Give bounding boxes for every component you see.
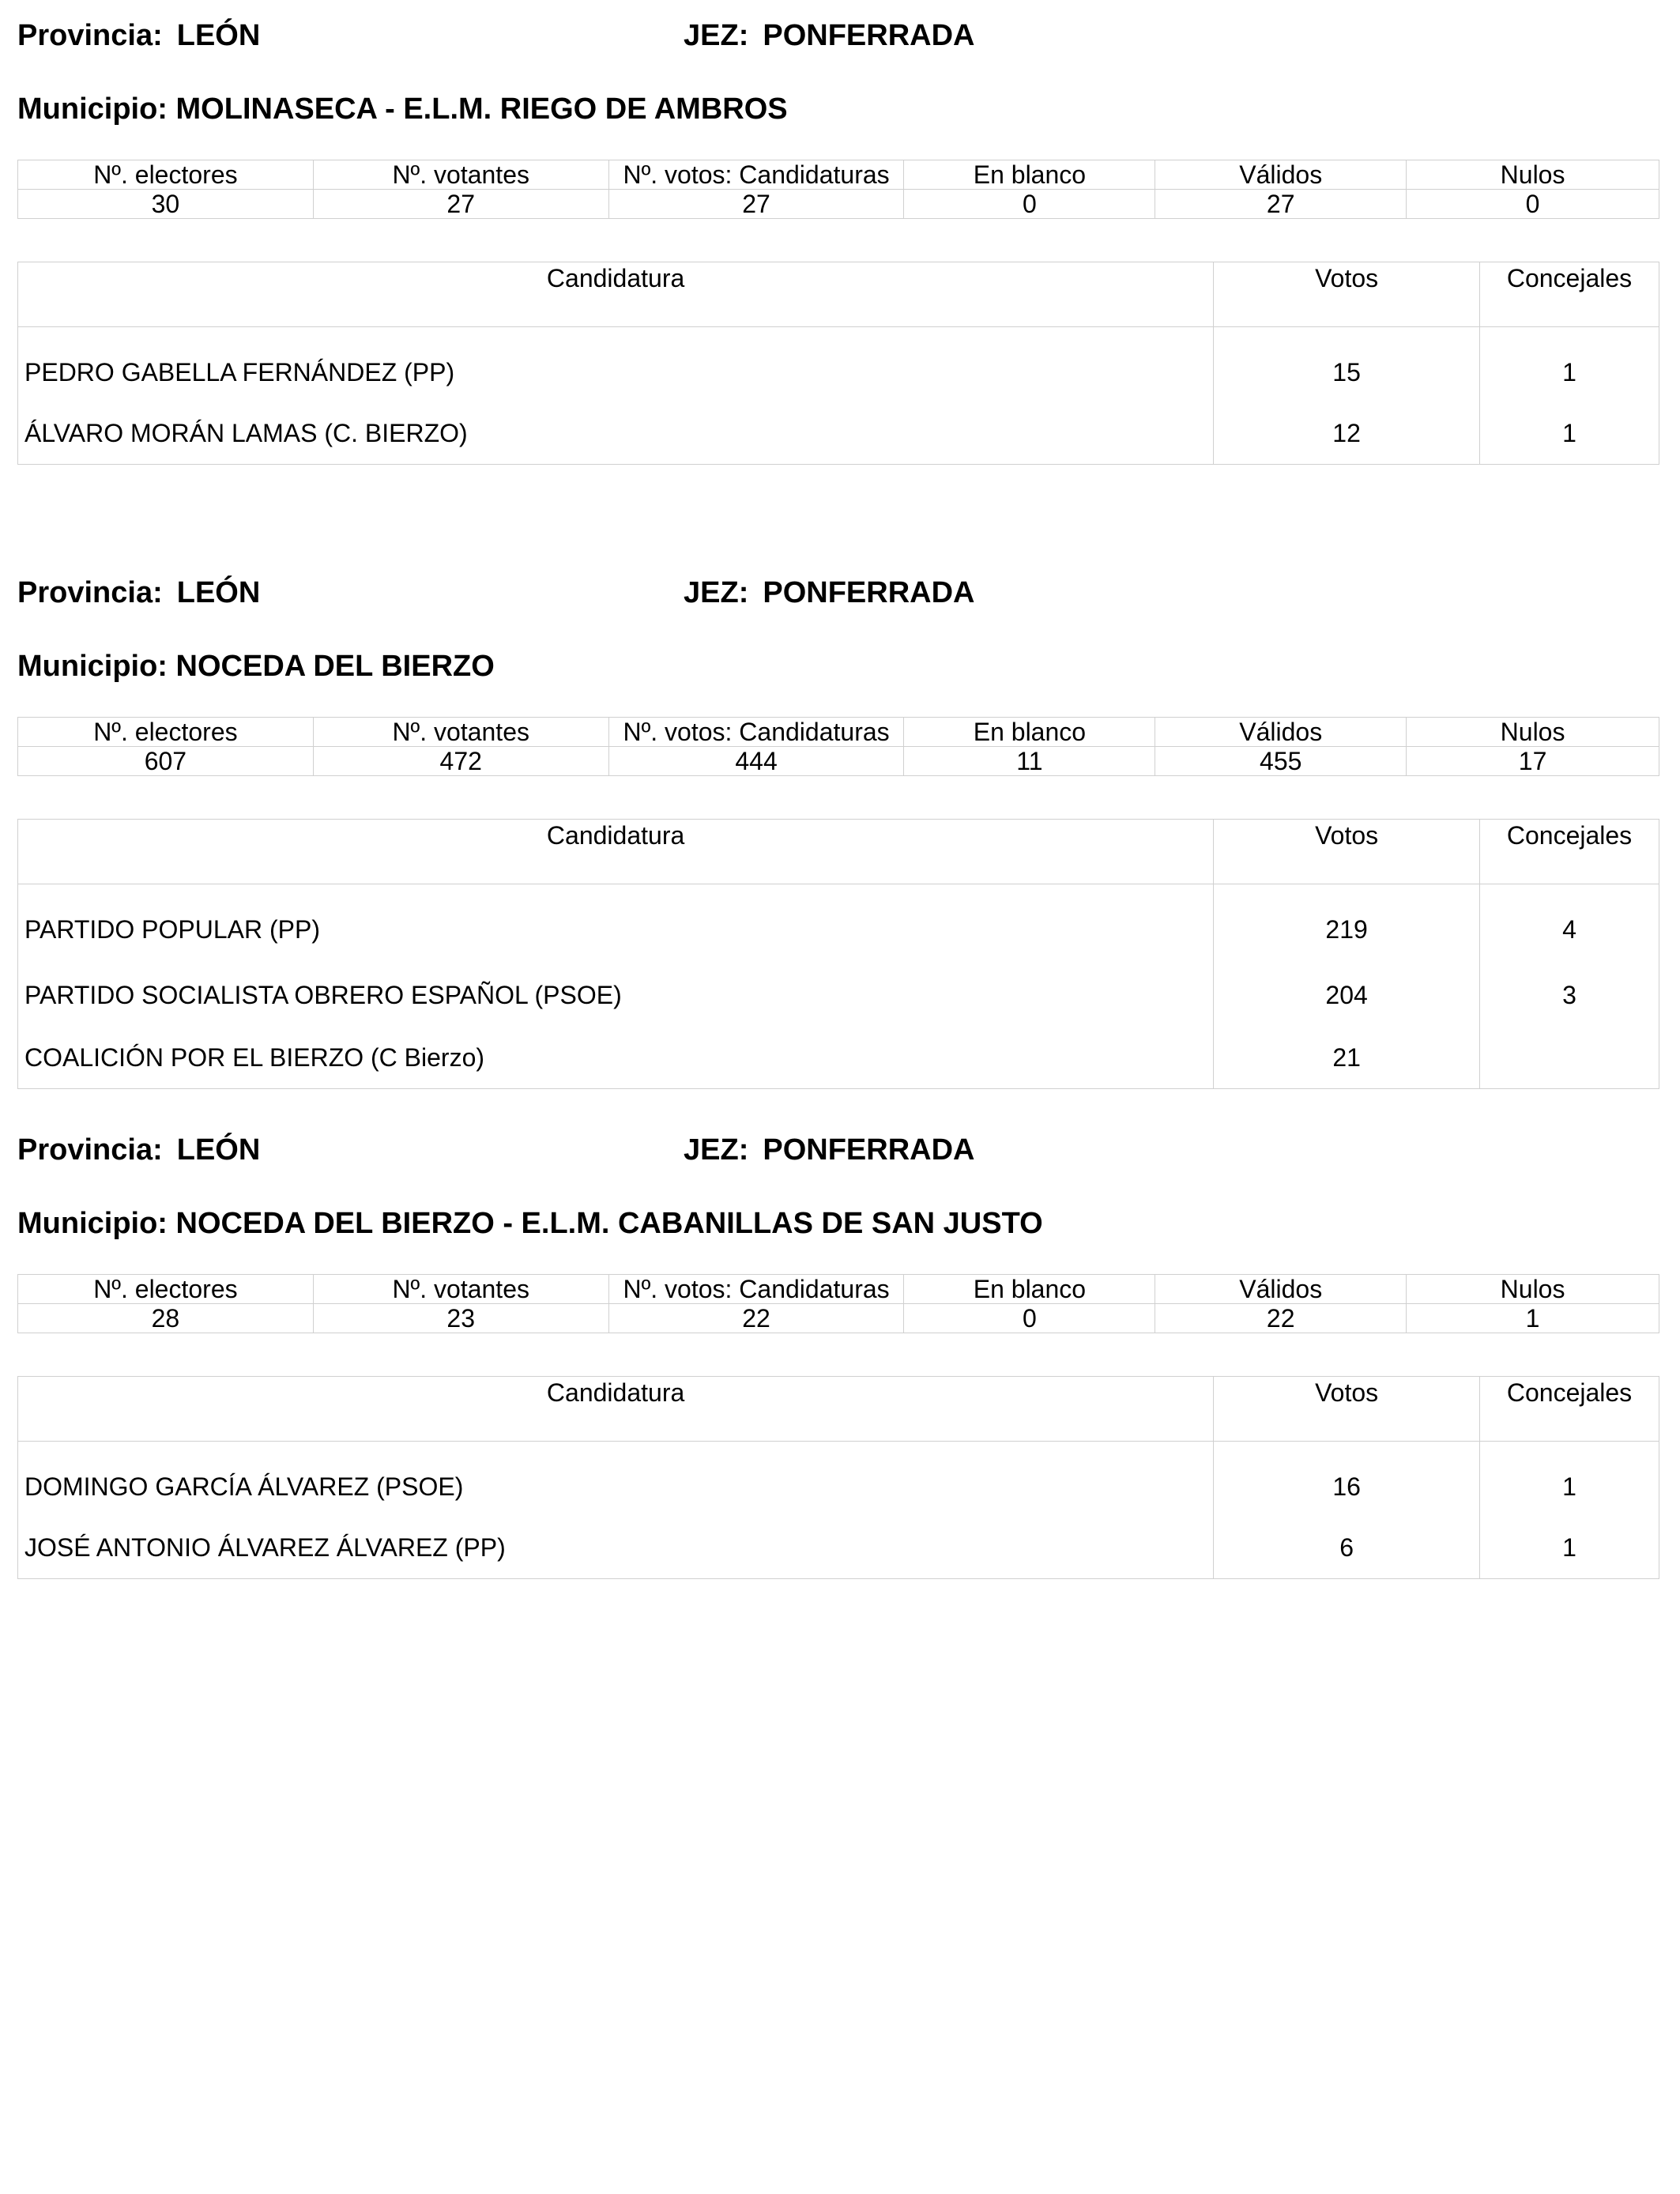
votos-value: 15	[1214, 327, 1480, 405]
stat-value: 1	[1407, 1304, 1659, 1333]
candidaturas-header-row	[18, 1377, 1659, 1442]
stat-value: 17	[1407, 747, 1659, 776]
provincia-value: LEÓN	[176, 1133, 261, 1167]
candidatura-name: PARTIDO SOCIALISTA OBRERO ESPAÑOL (PSOE)	[18, 962, 1214, 1029]
concejales-value: 3	[1480, 962, 1659, 1029]
provincia-heading: Provincia: LEÓN	[17, 576, 261, 609]
stat-value: 444	[608, 747, 904, 776]
table-row	[18, 884, 1659, 962]
stat-value: 22	[1155, 1304, 1407, 1333]
votos-header: Votos	[1214, 262, 1480, 327]
stats-header-row	[18, 160, 1659, 190]
stat-value: 22	[608, 1304, 904, 1333]
candidaturas-header-row	[18, 820, 1659, 884]
candidatura-name: COALICIÓN POR EL BIERZO (C Bierzo)	[18, 1029, 1214, 1089]
stat-value: 27	[1155, 190, 1407, 219]
candidatura-name: PEDRO GABELLA FERNÁNDEZ (PP)	[18, 327, 1214, 405]
candidaturas-table	[17, 1376, 1659, 1579]
stat-value: 607	[18, 747, 314, 776]
concejales-header: Concejales	[1480, 262, 1659, 327]
votos-header: Votos	[1214, 820, 1480, 884]
candidatura-name: DOMINGO GARCÍA ÁLVAREZ (PSOE)	[18, 1442, 1214, 1519]
stat-value: 30	[18, 190, 314, 219]
stat-header: Nº. electores	[18, 1275, 314, 1304]
jez-heading: JEZ: PONFERRADA	[684, 1133, 975, 1167]
candidatura-name: JOSÉ ANTONIO ÁLVAREZ ÁLVAREZ (PP)	[18, 1519, 1214, 1579]
table-row	[18, 327, 1659, 405]
stat-value: 11	[904, 747, 1155, 776]
stats-header-row	[18, 718, 1659, 747]
concejales-value: 1	[1480, 1519, 1659, 1579]
stat-header: Válidos	[1155, 1275, 1407, 1304]
jez-value: PONFERRADA	[763, 1133, 975, 1167]
stat-header: En blanco	[904, 160, 1155, 190]
candidatura-header: Candidatura	[18, 262, 1214, 327]
stat-header: Nº. votos: Candidaturas	[608, 1275, 904, 1304]
candidatura-header: Candidatura	[18, 820, 1214, 884]
votos-value: 12	[1214, 405, 1480, 465]
votos-header: Votos	[1214, 1377, 1480, 1442]
concejales-header: Concejales	[1480, 820, 1659, 884]
jez-heading: JEZ: PONFERRADA	[684, 576, 975, 609]
municipio-value: MOLINASECA - E.L.M. RIEGO DE AMBROS	[175, 92, 788, 126]
jez-heading: JEZ: PONFERRADA	[684, 19, 975, 52]
votos-value: 219	[1214, 884, 1480, 962]
municipio-value: NOCEDA DEL BIERZO - E.L.M. CABANILLAS DE SAN JUSTO	[175, 1207, 1043, 1240]
stat-value: 0	[904, 190, 1155, 219]
concejales-value: 1	[1480, 1442, 1659, 1519]
candidaturas-table	[17, 819, 1659, 1089]
stat-header: Nº. votos: Candidaturas	[608, 718, 904, 747]
stat-value: 0	[904, 1304, 1155, 1333]
jez-value: PONFERRADA	[763, 576, 975, 609]
stat-value: 28	[18, 1304, 314, 1333]
stat-header: Nulos	[1407, 160, 1659, 190]
stats-value-row	[18, 747, 1659, 776]
stats-value-row	[18, 1304, 1659, 1333]
stat-header: Válidos	[1155, 718, 1407, 747]
votos-value: 21	[1214, 1029, 1480, 1089]
candidatura-name: PARTIDO POPULAR (PP)	[18, 884, 1214, 962]
candidatura-name: ÁLVARO MORÁN LAMAS (C. BIERZO)	[18, 405, 1214, 465]
stat-value: 23	[313, 1304, 608, 1333]
votos-value: 16	[1214, 1442, 1480, 1519]
candidaturas-table	[17, 262, 1659, 465]
stat-header: Nulos	[1407, 1275, 1659, 1304]
jez-value: PONFERRADA	[763, 19, 975, 52]
table-row	[18, 405, 1659, 465]
candidaturas-header-row	[18, 262, 1659, 327]
table-row	[18, 962, 1659, 1029]
municipio-value: NOCEDA DEL BIERZO	[175, 650, 495, 683]
stats-table	[17, 717, 1659, 776]
stat-header: Nº. votantes	[313, 1275, 608, 1304]
table-row	[18, 1442, 1659, 1519]
stat-header: Nº. electores	[18, 718, 314, 747]
stats-value-row	[18, 190, 1659, 219]
municipio-heading: Municipio: MOLINASECA - E.L.M. RIEGO DE AMBROS	[17, 92, 788, 126]
votos-value: 204	[1214, 962, 1480, 1029]
stat-header: Nº. votantes	[313, 718, 608, 747]
table-row	[18, 1519, 1659, 1579]
provincia-heading: Provincia: LEÓN	[17, 1133, 261, 1167]
stat-header: Nº. electores	[18, 160, 314, 190]
stat-value: 0	[1407, 190, 1659, 219]
concejales-value	[1480, 1029, 1659, 1089]
municipio-heading: Municipio: NOCEDA DEL BIERZO	[17, 650, 495, 683]
votos-value: 6	[1214, 1519, 1480, 1579]
stat-value: 27	[608, 190, 904, 219]
concejales-value: 1	[1480, 405, 1659, 465]
stats-table	[17, 160, 1659, 219]
stats-header-row	[18, 1275, 1659, 1304]
stat-value: 455	[1155, 747, 1407, 776]
stat-header: Válidos	[1155, 160, 1407, 190]
stat-header: En blanco	[904, 718, 1155, 747]
stat-value: 27	[313, 190, 608, 219]
provincia-value: LEÓN	[176, 576, 261, 609]
concejales-header: Concejales	[1480, 1377, 1659, 1442]
stat-header: En blanco	[904, 1275, 1155, 1304]
provincia-value: LEÓN	[176, 19, 261, 52]
concejales-value: 4	[1480, 884, 1659, 962]
table-row	[18, 1029, 1659, 1089]
stat-header: Nº. votantes	[313, 160, 608, 190]
concejales-value: 1	[1480, 327, 1659, 405]
stat-value: 472	[313, 747, 608, 776]
candidatura-header: Candidatura	[18, 1377, 1214, 1442]
provincia-heading: Provincia: LEÓN	[17, 19, 261, 52]
stats-table	[17, 1274, 1659, 1333]
stat-header: Nulos	[1407, 718, 1659, 747]
municipio-heading: Municipio: NOCEDA DEL BIERZO - E.L.M. CABANILLAS DE SAN JUSTO	[17, 1207, 1043, 1240]
stat-header: Nº. votos: Candidaturas	[608, 160, 904, 190]
